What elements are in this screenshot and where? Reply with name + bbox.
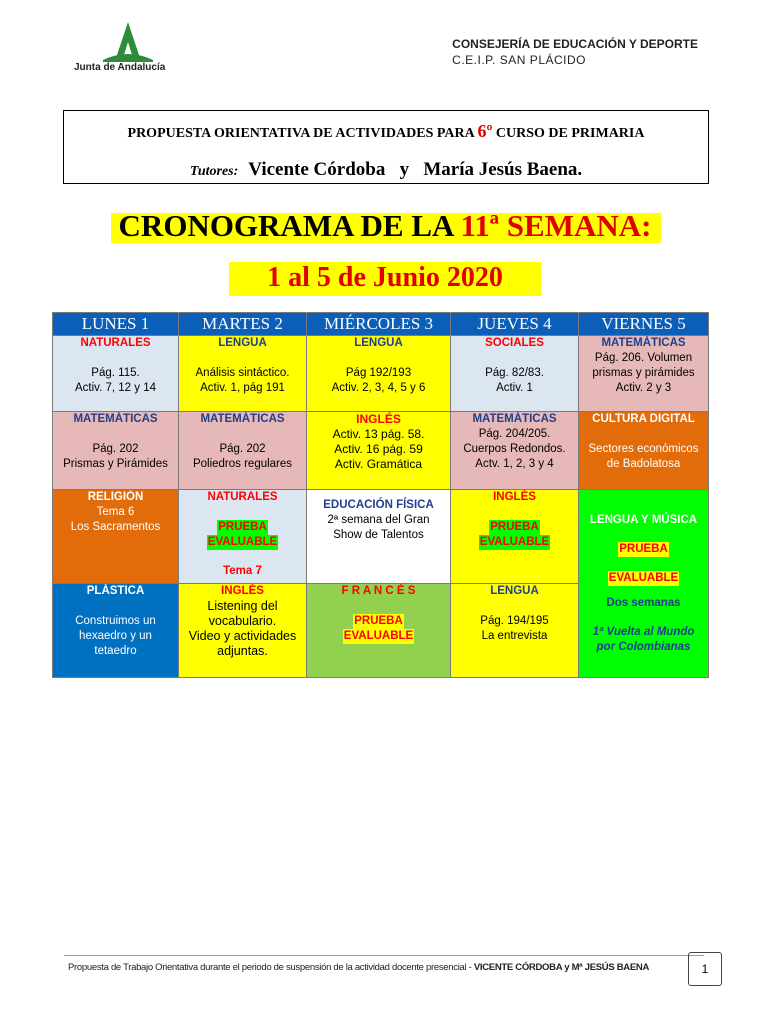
cell-text: Activ. Gramática: [334, 457, 423, 471]
cell-text: hexaedro y un: [79, 630, 152, 642]
subject-label: SOCIALES: [485, 337, 544, 349]
cell-text: 2ª semana del Gran: [327, 514, 430, 526]
schedule-cell: [179, 490, 307, 584]
cell-text: Pág. 82/83.: [485, 367, 544, 379]
schedule-row: [53, 490, 709, 584]
subject-label: LENGUA Y MÚSICA: [589, 513, 698, 526]
schedule-cell: [451, 336, 579, 412]
schedule-cell: [307, 412, 451, 490]
subject-label: INGLÉS: [221, 585, 264, 597]
subject-label: MATEMÁTICAS: [73, 413, 158, 425]
logo-text: Junta de Andalucía: [74, 62, 166, 73]
footer-authors: VICENTE CÓRDOBA y Mª JESÚS BAENA: [473, 962, 650, 973]
page-footer: [68, 962, 688, 973]
subject-label: NATURALES: [207, 491, 278, 503]
schedule-row: [53, 412, 709, 490]
subject-label: INGLÉS: [493, 491, 536, 503]
page-number: 1: [688, 952, 722, 986]
subject-label: NATURALES: [80, 337, 151, 349]
cell-text: Tema 6: [96, 506, 135, 518]
page-title: [0, 208, 770, 244]
cell-text: Activ. 1: [496, 382, 533, 394]
footer-text: Propuesta de Trabajo Orientativa durante el periodo de suspensión de la actividad docente presencial -: [68, 962, 472, 973]
cell-text: Listening del: [207, 599, 278, 613]
subject-label: LENGUA: [354, 337, 403, 349]
junta-logo-icon: [98, 18, 158, 62]
week-dates: 1 al 5 de Junio 2020: [267, 262, 503, 293]
schedule-cell: [451, 584, 579, 678]
subject-label: CULTURA DIGITAL: [592, 413, 695, 425]
junta-logo: [68, 18, 188, 80]
footer-divider: [64, 955, 704, 956]
schedule-cell: [179, 336, 307, 412]
cell-text: Prismas y Pirámides: [63, 458, 168, 470]
schedule-cell: [579, 336, 709, 412]
cell-text: Pág. 202: [219, 443, 266, 455]
proposal-box: [63, 110, 709, 184]
day-header: JUEVES 4: [451, 313, 579, 336]
proposal-line: [64, 121, 708, 142]
school-name: C.E.I.P. SAN PLÁCIDO: [452, 53, 586, 67]
subject-label: RELIGIÓN: [87, 491, 144, 503]
cell-text: de Badolatosa: [606, 458, 681, 470]
cell-text: adjuntas.: [217, 644, 268, 658]
cell-text: Pág. 202: [92, 443, 139, 455]
day-header: MIÉRCOLES 3: [307, 313, 451, 336]
schedule-cell: [53, 584, 179, 678]
schedule-cell: [307, 584, 451, 678]
subject-label: MATEMÁTICAS: [472, 413, 557, 425]
schedule-cell: [179, 584, 307, 678]
schedule-cell: [53, 490, 179, 584]
schedule-table: [52, 312, 709, 678]
title-prefix: CRONOGRAMA DE LA: [118, 208, 453, 243]
days-header-row: [53, 313, 709, 336]
schedule-cell: [307, 490, 451, 584]
schedule-row: [53, 336, 709, 412]
cell-text: Poliedros regulares: [192, 458, 293, 470]
schedule-cell: [451, 490, 579, 584]
tutors-line: [64, 159, 708, 181]
cell-text: La entrevista: [481, 630, 548, 642]
tutors-names: Vicente Córdoba y María Jesús Baena.: [248, 159, 583, 180]
cell-text: Activ. 2, 3, 4, 5 y 6: [331, 382, 426, 394]
schedule-cell: [53, 336, 179, 412]
day-header: MARTES 2: [179, 313, 307, 336]
cell-text: Tema 7: [223, 565, 262, 577]
organization-header: [452, 36, 698, 68]
evaluable-test-badge: EVALUABLE: [343, 630, 414, 642]
schedule-cell: [307, 336, 451, 412]
cell-text: Cuerpos Redondos.: [463, 443, 566, 455]
cell-text: Sectores económicos: [588, 443, 699, 455]
cell-text: tetaedro: [94, 645, 137, 657]
subject-label: PLÁSTICA: [86, 585, 145, 597]
cell-text: Video y actividades: [188, 629, 297, 643]
subject-label: INGLÉS: [356, 412, 401, 426]
cell-text: Activ. 16 pág. 59: [334, 442, 423, 456]
subject-label: LENGUA: [218, 337, 267, 349]
cell-text: Activ. 13 pág. 58.: [332, 427, 425, 441]
tutors-label: Tutores:: [189, 164, 239, 179]
subject-label: EDUCACIÓN FÍSICA: [323, 499, 434, 511]
schedule-cell: [451, 412, 579, 490]
subject-label: F R A N C É S: [341, 585, 416, 597]
grade: 6º: [477, 121, 493, 141]
cell-text: Pág. 194/195: [480, 615, 549, 627]
cell-text: Activ. 7, 12 y 14: [75, 382, 156, 394]
cell-text: Pág. 115.: [91, 367, 140, 379]
schedule-cell: [579, 412, 709, 490]
evaluable-test-badge: PRUEBA: [490, 521, 539, 533]
schedule-cell: [179, 412, 307, 490]
cell-text: 1ª Vuelta al Mundo: [592, 625, 695, 638]
evaluable-test-badge: EVALUABLE: [207, 536, 278, 548]
cell-text: Pág. 206. Volumen: [594, 352, 693, 364]
cell-text: Activ. 2 y 3: [615, 382, 672, 394]
cell-text: Pág. 204/205.: [478, 428, 551, 440]
cell-text: Análisis sintáctico.: [195, 367, 290, 379]
subject-label: MATEMÁTICAS: [601, 337, 686, 349]
title-week: 11ª SEMANA:: [460, 208, 652, 243]
subject-label: MATEMÁTICAS: [200, 413, 285, 425]
proposal-prefix: PROPUESTA ORIENTATIVA DE ACTIVIDADES PARA: [127, 126, 474, 141]
evaluable-test-badge: PRUEBA: [354, 615, 403, 627]
consejeria-name: CONSEJERÍA DE EDUCACIÓN Y DEPORTE: [452, 37, 698, 51]
schedule-cell: [579, 490, 709, 678]
day-header: VIERNES 5: [579, 313, 709, 336]
cell-text: Construimos un: [75, 615, 156, 627]
cell-text: Show de Talentos: [333, 529, 424, 541]
cell-text: Actv. 1, 2, 3 y 4: [475, 458, 554, 470]
cell-text: por Colombianas: [596, 640, 691, 653]
evaluable-test-badge: PRUEBA: [218, 521, 267, 533]
subject-label: LENGUA: [490, 585, 539, 597]
cell-text: prismas y pirámides: [592, 367, 695, 379]
evaluable-test-badge: PRUEBA: [619, 542, 668, 555]
cell-text: Pág 192/193: [345, 367, 412, 379]
cell-text: vocabulario.: [208, 614, 277, 628]
cell-text: Dos semanas: [606, 596, 681, 609]
evaluable-test-badge: EVALUABLE: [608, 571, 679, 584]
cell-text: Los Sacramentos: [70, 521, 161, 533]
proposal-suffix: CURSO DE PRIMARIA: [495, 126, 645, 141]
evaluable-test-badge: EVALUABLE: [479, 536, 550, 548]
cell-text: Activ. 1, pág 191: [200, 382, 285, 394]
schedule-cell: [53, 412, 179, 490]
day-header: LUNES 1: [53, 313, 179, 336]
